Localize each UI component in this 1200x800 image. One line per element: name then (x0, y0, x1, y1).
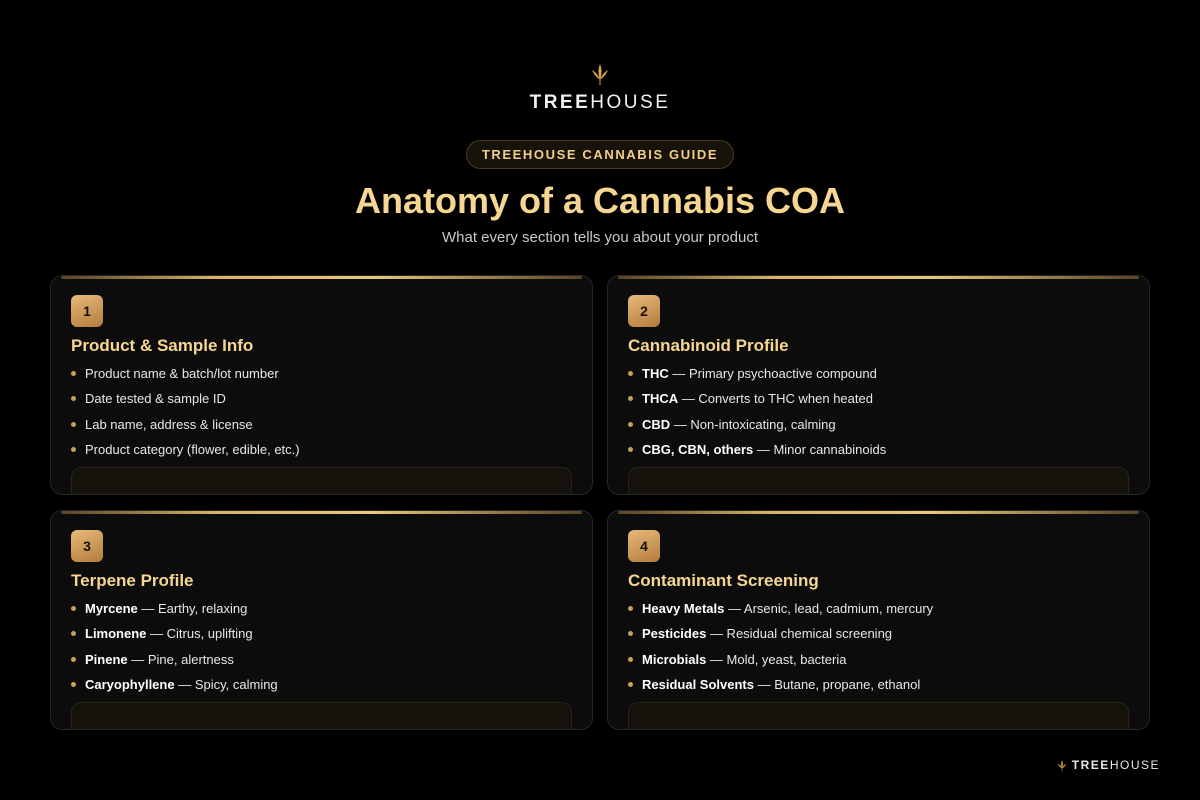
bullet-icon (628, 606, 633, 611)
list-item: Product name & batch/lot number (71, 364, 300, 389)
list-item: Microbials — Mold, yeast, bacteria (628, 650, 933, 675)
card-number-badge: 2 (628, 295, 660, 327)
card-footer-panel (71, 467, 572, 495)
list-item: THC — Primary psychoactive compound (628, 364, 886, 389)
card-number-badge: 4 (628, 530, 660, 562)
card-item-list (71, 599, 278, 700)
bullet-icon (71, 396, 76, 401)
card-product-sample-info (50, 275, 593, 495)
card-cannabinoid-profile (607, 275, 1150, 495)
brand-logo (0, 62, 1200, 114)
bullet-icon (628, 396, 633, 401)
list-item: Pesticides — Residual chemical screening (628, 624, 933, 649)
card-title: Terpene Profile (71, 571, 194, 590)
card-title: Cannabinoid Profile (628, 336, 789, 355)
bullet-icon (71, 657, 76, 662)
bullet-icon (628, 682, 633, 687)
card-footer-panel (628, 702, 1129, 730)
list-item: Residual Solvents — Butane, propane, ethanol (628, 675, 933, 700)
card-title: Contaminant Screening (628, 571, 819, 590)
list-item: Limonene — Citrus, uplifting (71, 624, 278, 649)
bullet-icon (71, 371, 76, 376)
list-item: Product category (flower, edible, etc.) (71, 440, 300, 465)
footer-wordmark: TREEHOUSE (1071, 758, 1160, 772)
card-item-list (628, 599, 933, 700)
list-item: THCA — Converts to THC when heated (628, 389, 886, 414)
page-subtitle: What every section tells you about your product (442, 229, 758, 246)
bullet-icon (71, 447, 76, 452)
bullet-icon (628, 422, 633, 427)
list-item: Date tested & sample ID (71, 389, 300, 414)
card-title: Product & Sample Info (71, 336, 254, 355)
list-item: CBD — Non-intoxicating, calming (628, 415, 886, 440)
card-contaminant-screening (607, 510, 1150, 730)
card-item-list (71, 364, 300, 465)
cannabis-leaf-icon (589, 62, 611, 86)
bullet-icon (71, 631, 76, 636)
list-item: CBG, CBN, others — Minor cannabinoids (628, 440, 886, 465)
bullet-icon (628, 657, 633, 662)
bullet-icon (71, 682, 76, 687)
guide-pill: TREEHOUSE CANNABIS GUIDE (466, 140, 734, 169)
list-item: Caryophyllene — Spicy, calming (71, 675, 278, 700)
card-item-list (628, 364, 886, 465)
card-number-badge: 1 (71, 295, 103, 327)
card-terpene-profile (50, 510, 593, 730)
card-footer-panel (628, 467, 1129, 495)
list-item: Myrcene — Earthy, relaxing (71, 599, 278, 624)
bullet-icon (71, 606, 76, 611)
list-item: Pinene — Pine, alertness (71, 650, 278, 675)
bullet-icon (628, 371, 633, 376)
bullet-icon (71, 422, 76, 427)
card-number-badge: 3 (71, 530, 103, 562)
brand-wordmark: TREEHOUSE (529, 92, 671, 113)
list-item: Heavy Metals — Arsenic, lead, cadmium, mercury (628, 599, 933, 624)
list-item: Lab name, address & license (71, 415, 300, 440)
bullet-icon (628, 631, 633, 636)
cannabis-leaf-icon (1056, 759, 1068, 772)
page-title: Anatomy of a Cannabis COA (354, 180, 846, 221)
bullet-icon (628, 447, 633, 452)
footer-logo (1056, 758, 1160, 772)
card-footer-panel (71, 702, 572, 730)
